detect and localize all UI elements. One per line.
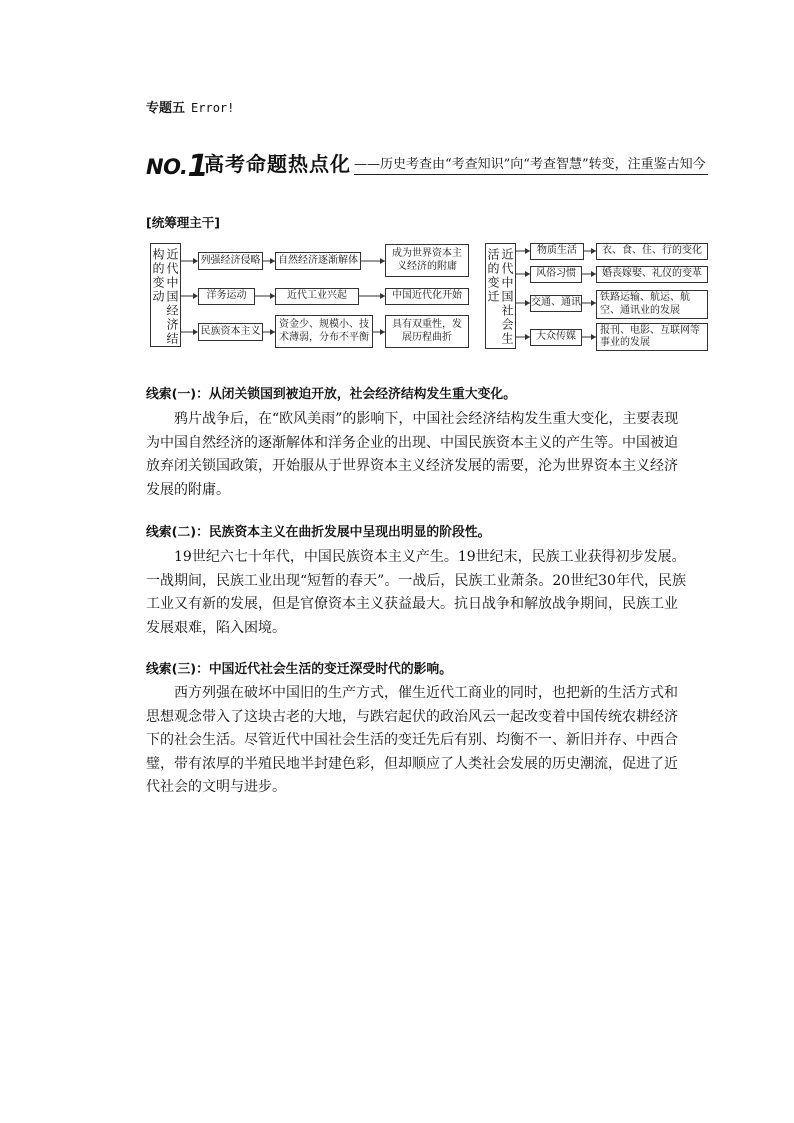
right-row3-col2: 铁路运输、航运、航空、通讯业的发展	[596, 290, 708, 319]
right-row1-col2: 衣、食、住、行的变化	[596, 243, 708, 260]
row3-col2: 资金少、规模小、技术薄弱，分布不平衡	[275, 315, 373, 348]
banner-rule	[354, 174, 708, 175]
banner-no-num: 1	[187, 149, 208, 184]
right-row2-col1: 风俗习惯	[530, 266, 582, 283]
left-root-box	[150, 243, 181, 347]
banner	[146, 147, 708, 184]
banner-number	[146, 147, 208, 182]
clue-1-title: 线索(一)：从闭关锁国到被迫开放，社会经济结构发生重大变化。	[146, 387, 517, 402]
row3-col3: 具有双重性，发展历程曲折	[385, 315, 469, 348]
row3-col1: 民族资本主义	[198, 323, 263, 341]
clue-3-body: 西方列强在破坏中国旧的生产方式，催生近代工商业的同时，也把新的生活方式和思想观念带入了这块古老的大地，与跌宕起伏的政治风云一起改变着中国传统农耕经济下的社会生活。尽管近代中国社会生活的变迁先后有别、均衡不一、新旧并存、中西合璧，带有浓厚的半殖民地半封建色彩，但却顺应了人类社会发展的历史潮流，促进了近代社会的文明与进步。	[146, 685, 678, 795]
right-root-label: 近代中国社会生活的变迁	[486, 248, 514, 346]
clue-2-body: 19世纪六七十年代，中国民族资本主义产生。19世纪末，民族工业获得初步发展。一战期间，民族工业出现“短暂的春天”。一战后，民族工业萧条。20世纪30年代，民族工业又有新的发展，但是官僚资本主义获益最大。抗日战争和解放战争期间，民族工业发展艰难，陷入困境。	[146, 549, 686, 636]
section-title: [统筹理主干]	[146, 215, 220, 230]
row2-col1: 洋务运动	[198, 288, 255, 305]
right-row2-col2: 婚丧嫁娶、礼仪的变革	[596, 266, 708, 283]
row2-col3: 中国近代化开始	[385, 288, 469, 305]
left-root-label: 近代中国经济结构的变动	[151, 248, 179, 346]
topic-error: Error!	[191, 101, 235, 115]
clue-1-body: 鸦片战争后，在“欧风美雨”的影响下，中国社会经济结构发生重大变化，主要表现为中国自然经济的逐渐解体和洋务企业的出现、中国民族资本主义的产生等。中国被迫放弃闭关锁国政策，开始服从于世界资本主义经济发展的需要，沦为世界资本主义经济发展的附庸。	[146, 411, 679, 498]
right-row1-col1: 物质生活	[530, 243, 584, 260]
row1-col2: 自然经济逐渐解体	[275, 252, 361, 270]
right-row3-col1: 交通、通讯	[530, 295, 582, 312]
row1-col1: 列强经济侵略	[198, 252, 263, 270]
right-row4-col2: 报刊、电影、互联网等事业的发展	[596, 323, 708, 351]
row2-col2: 近代工业兴起	[275, 288, 359, 305]
clue-2-title: 线索(二)：民族资本主义在曲折发展中呈现出明显的阶段性。	[146, 525, 491, 540]
structure-diagram	[150, 241, 708, 351]
right-row4-col1: 大众传媒	[530, 329, 582, 346]
banner-no-prefix: NO.	[146, 155, 188, 179]
topic-label: 专题五	[146, 101, 186, 116]
banner-subtitle: ——历史考查由“考查知识”向“考查智慧”转变，注重鉴古知今	[354, 157, 706, 172]
clue-3-title: 线索(三)：中国近代社会生活的变迁深受时代的影响。	[146, 662, 453, 677]
banner-title: 高考命题热点化	[204, 152, 351, 176]
row1-col3: 成为世界资本主义经济的附庸	[385, 244, 469, 277]
right-root-box	[485, 243, 516, 349]
topic-heading	[146, 97, 234, 116]
